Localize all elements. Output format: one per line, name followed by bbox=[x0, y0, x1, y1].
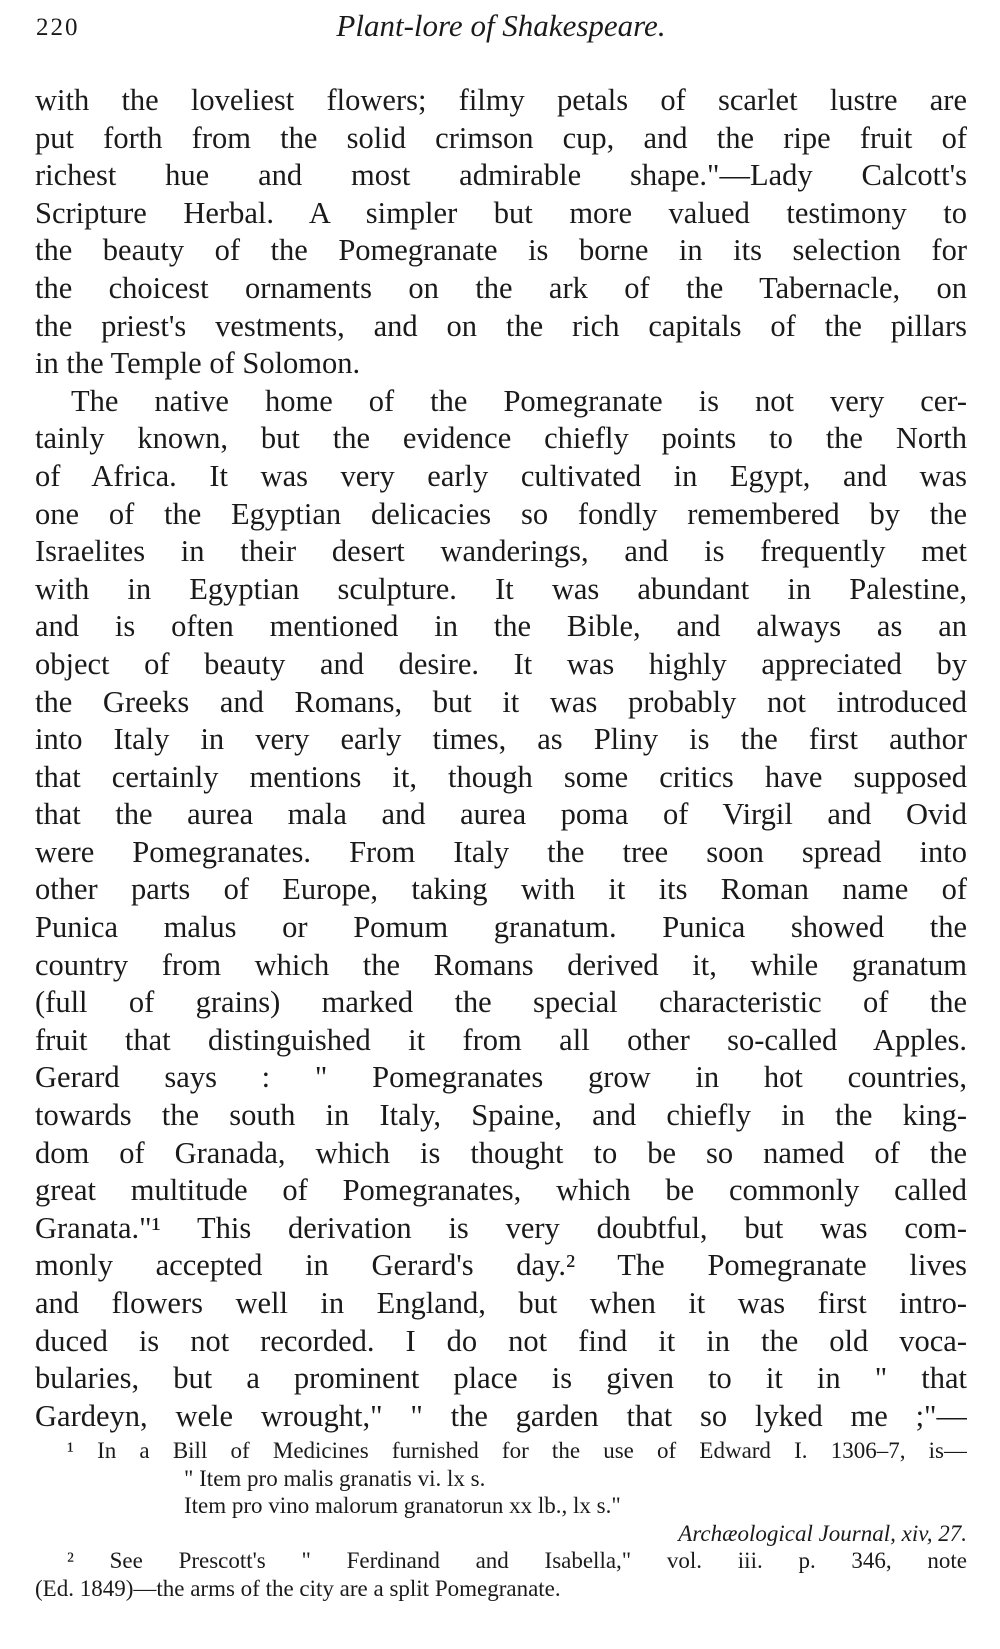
body-line: towards the south in Italy, Spaine, and chiefly in the king- bbox=[35, 1098, 967, 1133]
body-line: of Africa. It was very early cultivated in Egypt, and was bbox=[35, 458, 967, 493]
body-line: one of the Egyptian delicacies so fondly remembered by the bbox=[35, 496, 967, 531]
body-line: (full of grains) marked the special characteristic of the bbox=[35, 985, 967, 1020]
body-line: Israelites in their desert wanderings, and is frequently met bbox=[35, 534, 967, 569]
page-header bbox=[36, 8, 966, 48]
body-line: that certainly mentions it, though some critics have supposed bbox=[35, 759, 967, 794]
footnote-1-citation: Archæological Journal, xiv, 27. bbox=[678, 1520, 967, 1546]
body-line: monly accepted in Gerard's day.² The Pomegranate lives bbox=[35, 1248, 967, 1283]
body-line: the Greeks and Romans, but it was probably not introduced bbox=[35, 684, 967, 719]
body-line: with in Egyptian sculpture. It was abundant in Palestine, bbox=[35, 571, 967, 606]
body-line: The native home of the Pomegranate is not very cer- bbox=[71, 383, 967, 418]
body-line: Punica malus or Pomum granatum. Punica showed the bbox=[35, 910, 967, 945]
body-line: Granata."¹ This derivation is very doubtful, but was com- bbox=[35, 1210, 967, 1245]
footnote-2: ² See Prescott's " Ferdinand and Isabella," vol. iii. p. 346, note bbox=[67, 1548, 967, 1573]
footnote-1: ¹ In a Bill of Medicines furnished for the use of Edward I. 1306–7, is— bbox=[67, 1438, 967, 1463]
body-line: into Italy in very early times, as Pliny is the first author bbox=[35, 722, 967, 757]
running-title: Plant-lore of Shakespeare. bbox=[336, 8, 666, 43]
body-line: and flowers well in England, but when it was first intro- bbox=[35, 1286, 967, 1320]
body-line: the priest's vestments, and on the rich capitals of the pillars bbox=[35, 308, 967, 343]
body-line: the beauty of the Pomegranate is borne in its selection for bbox=[35, 233, 967, 268]
footnote-1-quote: Item pro vino malorum granatorun xx lb., lx s." bbox=[184, 1493, 621, 1518]
body-line: dom of Granada, which is thought to be so named of the bbox=[35, 1135, 967, 1170]
body-line: Scripture Herbal. A simpler but more valued testimony to bbox=[35, 195, 967, 230]
body-line: in the Temple of Solomon. bbox=[35, 346, 361, 381]
body-line: Gerard says : " Pomegranates grow in hot countries, bbox=[35, 1060, 967, 1095]
body-line: that the aurea mala and aurea poma of Virgil and Ovid bbox=[35, 797, 967, 832]
page-number: 220 bbox=[36, 14, 80, 41]
body-line: fruit that distinguished it from all other so-called Apples. bbox=[35, 1022, 967, 1057]
body-line: were Pomegranates. From Italy the tree soon spread into bbox=[35, 834, 967, 869]
body-line: with the loveliest flowers; filmy petals of scarlet lustre are bbox=[35, 83, 967, 117]
footnote-1-quote: " Item pro malis granatis vi. lx s. bbox=[184, 1465, 486, 1491]
body-line: great multitude of Pomegranates, which be commonly called bbox=[35, 1173, 967, 1208]
body-text bbox=[35, 82, 967, 1435]
body-line: and is often mentioned in the Bible, and always as an bbox=[35, 609, 967, 644]
footnotes bbox=[35, 1437, 967, 1602]
footnote-2-continued: (Ed. 1849)—the arms of the city are a split Pomegranate. bbox=[35, 1575, 561, 1601]
body-line: other parts of Europe, taking with it its Roman name of bbox=[35, 872, 967, 907]
body-line: country from which the Romans derived it, while granatum bbox=[35, 947, 967, 982]
body-line: object of beauty and desire. It was highly appreciated by bbox=[35, 646, 967, 681]
body-line: Gardeyn, wele wrought," " the garden that so lyked me ;"— bbox=[35, 1398, 967, 1433]
body-line: richest hue and most admirable shape."—Lady Calcott's bbox=[35, 158, 967, 193]
body-line: bularies, but a prominent place is given to it in " that bbox=[35, 1361, 967, 1396]
body-line: put forth from the solid crimson cup, and the ripe fruit of bbox=[35, 120, 967, 155]
body-line: tainly known, but the evidence chiefly points to the North bbox=[35, 421, 967, 456]
body-line: the choicest ornaments on the ark of the Tabernacle, on bbox=[35, 270, 967, 305]
body-line: duced is not recorded. I do not find it in the old voca- bbox=[35, 1323, 967, 1358]
